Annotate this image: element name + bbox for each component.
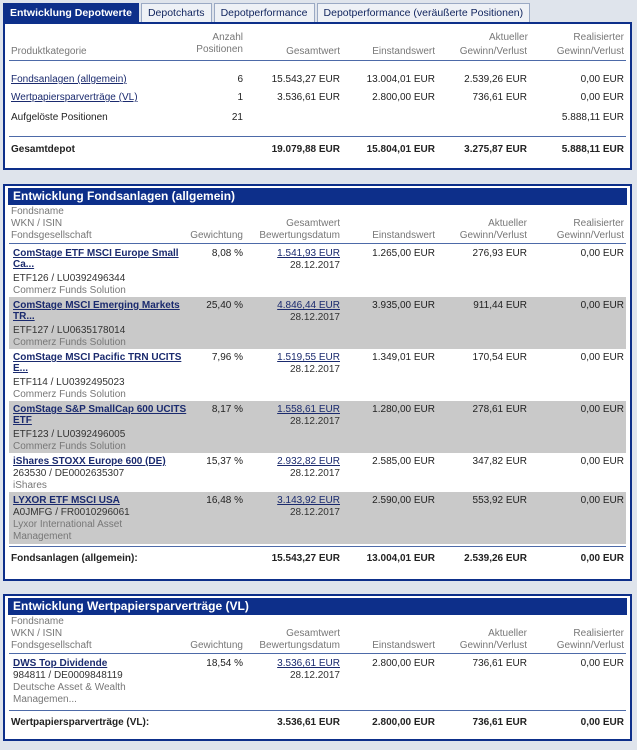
fund-wkn-isin: A0JMFG / FR0010296061 [13, 507, 130, 518]
category-link-fondsanlagen[interactable]: Fondsanlagen (allgemein) [11, 74, 127, 85]
fund-total-link[interactable]: 1.558,61 EUR [277, 404, 340, 415]
fund-realized: 0,00 EUR [580, 456, 624, 467]
fund-link[interactable]: ComStage MSCI Emerging Markets TR... [13, 300, 180, 322]
header-current-1: Aktueller [489, 32, 528, 43]
fund-link[interactable]: LYXOR ETF MSCI USA [13, 495, 120, 506]
divider [9, 653, 626, 654]
cost-value: 2.800,00 EUR [372, 92, 435, 103]
overview-panel [3, 22, 632, 170]
subtotal-total: 3.536,61 EUR [277, 717, 340, 728]
fund-total-link[interactable]: 1.519,55 EUR [277, 352, 340, 363]
subtotal-cost: 13.004,01 EUR [366, 553, 435, 564]
header-realized-2: Gewinn/Verlust [556, 230, 624, 241]
fund-gain: 170,54 EUR [472, 352, 527, 363]
fund-gain: 553,92 EUR [472, 495, 527, 506]
header-wkn-isin: WKN / ISIN [11, 218, 63, 229]
subtotal-realized: 0,00 EUR [580, 553, 624, 564]
subtotal-label: Fondsanlagen (allgemein): [11, 553, 138, 564]
header-fondsgesellschaft: Fondsgesellschaft [11, 230, 92, 241]
total-label: Gesamtdepot [11, 144, 75, 155]
fund-weight: 8,08 % [211, 248, 243, 259]
positions-value: 6 [237, 74, 243, 85]
fund-gain: 347,82 EUR [472, 456, 527, 467]
fund-company: Commerz Funds Solution [13, 337, 126, 348]
header-fondsname: Fondsname [11, 206, 64, 217]
divider [9, 136, 626, 137]
subtotal-label: Wertpapiersparverträge (VL): [11, 717, 150, 728]
header-fondsname: Fondsname [11, 616, 64, 627]
header-current-2: Gewinn/Verlust [459, 230, 527, 241]
fund-link[interactable]: ComStage ETF MSCI Europe Small Ca... [13, 248, 179, 270]
table-row [9, 453, 626, 492]
table-row [9, 245, 626, 297]
divider [9, 710, 626, 711]
tab-depotcharts[interactable]: Depotcharts [141, 3, 212, 23]
fund-date: 28.12.2017 [289, 468, 340, 479]
fund-cost: 2.800,00 EUR [372, 658, 435, 669]
header-cost: Einstandswert [372, 46, 435, 57]
total-value: 3.536,61 EUR [277, 92, 340, 103]
fund-realized: 0,00 EUR [580, 248, 624, 259]
header-realized-2: Gewinn/Verlust [556, 46, 624, 57]
header-current-2: Gewinn/Verlust [459, 46, 527, 57]
subtotal-cost: 2.800,00 EUR [372, 717, 435, 728]
fund-cost: 2.590,00 EUR [372, 495, 435, 506]
total-value: 19.079,88 EUR [271, 144, 340, 155]
fund-weight: 25,40 % [206, 300, 243, 311]
divider [9, 60, 626, 61]
header-cost: Einstandswert [372, 230, 435, 241]
total-value: 15.543,27 EUR [271, 74, 340, 85]
table-row [9, 349, 626, 401]
fund-wkn-isin: ETF123 / LU0392496005 [13, 429, 126, 440]
fund-gain: 276,93 EUR [472, 248, 527, 259]
gain-value: 2.539,26 EUR [464, 74, 527, 85]
gain-value: 3.275,87 EUR [464, 144, 527, 155]
realized-value: 5.888,11 EUR [561, 144, 624, 155]
fund-gain: 911,44 EUR [473, 300, 527, 311]
header-total: Gesamtwert [286, 218, 340, 229]
fund-cost: 1.280,00 EUR [372, 404, 435, 415]
fund-gain: 736,61 EUR [472, 658, 527, 669]
table-row [9, 401, 626, 453]
fund-cost: 3.935,00 EUR [372, 300, 435, 311]
fund-weight: 16,48 % [206, 495, 243, 506]
fund-date: 28.12.2017 [289, 260, 340, 271]
fund-date: 28.12.2017 [289, 364, 340, 375]
section-title: Entwicklung Fondsanlagen (allgemein) [8, 188, 627, 205]
header-realized-1: Realisierter [573, 32, 624, 43]
fund-weight: 18,54 % [206, 658, 243, 669]
divider [9, 546, 626, 547]
fund-realized: 0,00 EUR [580, 658, 624, 669]
header-date: Bewertungsdatum [259, 640, 340, 651]
tab-depotperformance[interactable]: Depotperformance [214, 3, 315, 23]
fund-wkn-isin: 263530 / DE0002635307 [13, 468, 125, 479]
subtotal-gain: 736,61 EUR [472, 717, 527, 728]
fund-total-link[interactable]: 4.846,44 EUR [277, 300, 340, 311]
fund-realized: 0,00 EUR [580, 352, 624, 363]
positions-value: 21 [231, 112, 243, 123]
header-total: Gesamtwert [286, 46, 340, 57]
table-row [9, 492, 626, 544]
fund-date: 28.12.2017 [289, 670, 340, 681]
header-weight: Gewichtung [190, 640, 243, 651]
fund-realized: 0,00 EUR [580, 404, 624, 415]
cost-value: 15.804,01 EUR [366, 144, 435, 155]
header-positions-2: Positionen [196, 44, 243, 55]
tab-bar [3, 3, 532, 23]
header-weight: Gewichtung [190, 230, 243, 241]
realized-value: 5.888,11 EUR [561, 112, 624, 123]
fund-company: Commerz Funds Solution [13, 285, 126, 296]
fund-realized: 0,00 EUR [580, 495, 624, 506]
fund-wkn-isin: ETF127 / LU0635178014 [13, 325, 126, 336]
fund-wkn-isin: ETF126 / LU0392496344 [13, 273, 126, 284]
header-current-1: Aktueller [488, 218, 527, 229]
fund-company: Commerz Funds Solution [13, 441, 126, 452]
realized-value: 0,00 EUR [580, 92, 624, 103]
vl-panel [3, 594, 632, 741]
header-category: Produktkategorie [11, 46, 87, 57]
fund-link[interactable]: iShares STOXX Europe 600 (DE) [13, 456, 166, 467]
fund-date: 28.12.2017 [289, 507, 340, 518]
fund-wkn-isin: 984811 / DE0009848119 [13, 670, 123, 681]
cost-value: 13.004,01 EUR [366, 74, 435, 85]
subtotal-realized: 0,00 EUR [580, 717, 624, 728]
realized-value: 0,00 EUR [580, 74, 624, 85]
fund-date: 28.12.2017 [289, 312, 340, 323]
category-link-wertpapiersparvertraege[interactable]: Wertpapiersparverträge (VL) [11, 92, 138, 103]
fund-weight: 15,37 % [206, 456, 243, 467]
header-positions-1: Anzahl [212, 32, 243, 43]
header-date: Bewertungsdatum [259, 230, 340, 241]
fund-cost: 2.585,00 EUR [372, 456, 435, 467]
table-row [9, 297, 626, 349]
fund-gain: 278,61 EUR [472, 404, 527, 415]
fund-realized: 0,00 EUR [580, 300, 624, 311]
fund-link[interactable]: ComStage S&P SmallCap 600 UCITS ETF [13, 404, 187, 426]
positions-value: 1 [237, 92, 243, 103]
gain-value: 736,61 EUR [472, 92, 527, 103]
fund-cost: 1.349,01 EUR [372, 352, 435, 363]
header-realized-2: Gewinn/Verlust [556, 640, 624, 651]
fund-link[interactable]: ComStage MSCI Pacific TRN UCITS E... [13, 352, 182, 374]
fund-total-link[interactable]: 3.143,92 EUR [277, 495, 340, 506]
header-wkn-isin: WKN / ISIN [11, 628, 63, 639]
category-aufgeloeste: Aufgelöste Positionen [11, 112, 108, 123]
header-realized-1: Realisierter [573, 218, 624, 229]
header-total: Gesamtwert [286, 628, 340, 639]
fund-weight: 7,96 % [211, 352, 243, 363]
subtotal-total: 15.543,27 EUR [271, 553, 340, 564]
header-current-1: Aktueller [488, 628, 527, 639]
fund-company: Deutsche Asset & Wealth Managemen... [13, 682, 126, 705]
header-fondsgesellschaft: Fondsgesellschaft [11, 640, 92, 651]
section-title: Entwicklung Wertpapiersparverträge (VL) [8, 598, 627, 615]
fund-company: Commerz Funds Solution [13, 389, 126, 400]
subtotal-gain: 2.539,26 EUR [464, 553, 527, 564]
funds-panel [3, 184, 632, 581]
table-row [9, 655, 626, 709]
fund-date: 28.12.2017 [289, 416, 340, 427]
fund-wkn-isin: ETF114 / LU0392495023 [13, 377, 125, 388]
fund-weight: 8,17 % [211, 404, 243, 415]
header-realized-1: Realisierter [573, 628, 624, 639]
divider [9, 243, 626, 244]
fund-company: iShares [13, 480, 47, 491]
fund-total-link[interactable]: 1.541,93 EUR [277, 248, 340, 259]
fund-cost: 1.265,00 EUR [372, 248, 435, 259]
fund-link[interactable]: DWS Top Dividende [13, 658, 108, 669]
header-cost: Einstandswert [372, 640, 435, 651]
header-current-2: Gewinn/Verlust [459, 640, 527, 651]
tab-entwicklung-depotwerte[interactable]: Entwicklung Depotwerte [3, 3, 139, 23]
tab-depotperformance-veraeusserte[interactable]: Depotperformance (veräußerte Positionen) [317, 3, 531, 23]
fund-total-link[interactable]: 2.932,82 EUR [277, 456, 340, 467]
fund-total-link[interactable]: 3.536,61 EUR [277, 658, 340, 669]
fund-company: Lyxor International Asset Management [13, 519, 123, 542]
